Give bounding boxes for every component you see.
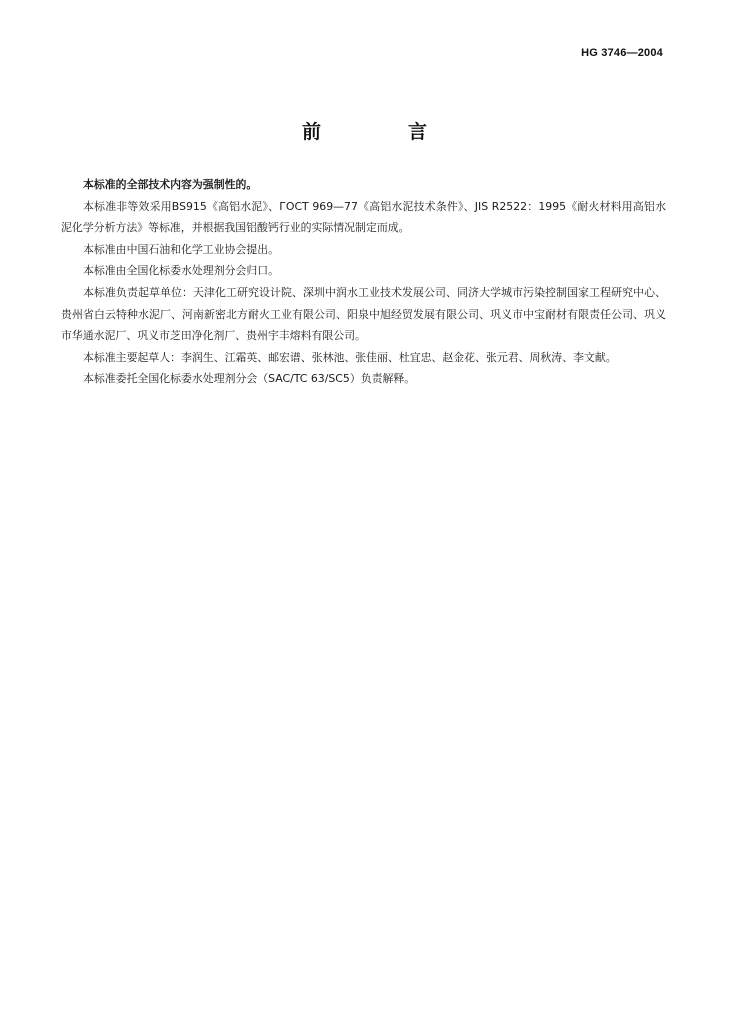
- paragraph-adoption: 本标准非等效采用BS915《高铝水泥》、ГОСТ 969—77《高铝水泥技术条件》、JIS R2522：1995《耐火材料用高铝水泥化学分析方法》等标准，并根据我国铝酸钙行业的实际情况制定而成。: [61, 199, 666, 235]
- paragraph-administrator: 本标准由全国化标委水处理剂分会归口。: [83, 264, 280, 278]
- foreword-body: [61, 174, 666, 390]
- paragraph-drafting-units: 本标准负责起草单位：天津化工研究设计院、深圳中润水工业技术发展公司、同济大学城市污染控制国家工程研究中心、贵州省白云特种水泥厂、河南新密北方耐火工业有限公司、阳泉中旭经贸发展有限公司、巩义市中宝耐材有限责任公司、巩义市华通水泥厂、巩义市芝田净化剂厂、贵州宇丰熔料有限公司。: [61, 285, 666, 343]
- paragraph-mandatory-statement: 本标准的全部技术内容为强制性的。: [83, 178, 258, 191]
- page-title: 前 言: [301, 121, 461, 143]
- paragraph-proposer: 本标准由中国石油和化学工业协会提出。: [83, 242, 280, 256]
- standard-number: HG 3746—2004: [581, 47, 663, 59]
- paragraph-drafters: 本标准主要起草人：李润生、江霜英、邮宏谱、张林池、张佳丽、杜宜忠、赵金花、张元君、周秋涛、李文献。: [83, 350, 617, 364]
- paragraph-interpretation: 本标准委托全国化标委水处理剂分会（SAC/TC 63/SC5）负责解释。: [83, 372, 416, 386]
